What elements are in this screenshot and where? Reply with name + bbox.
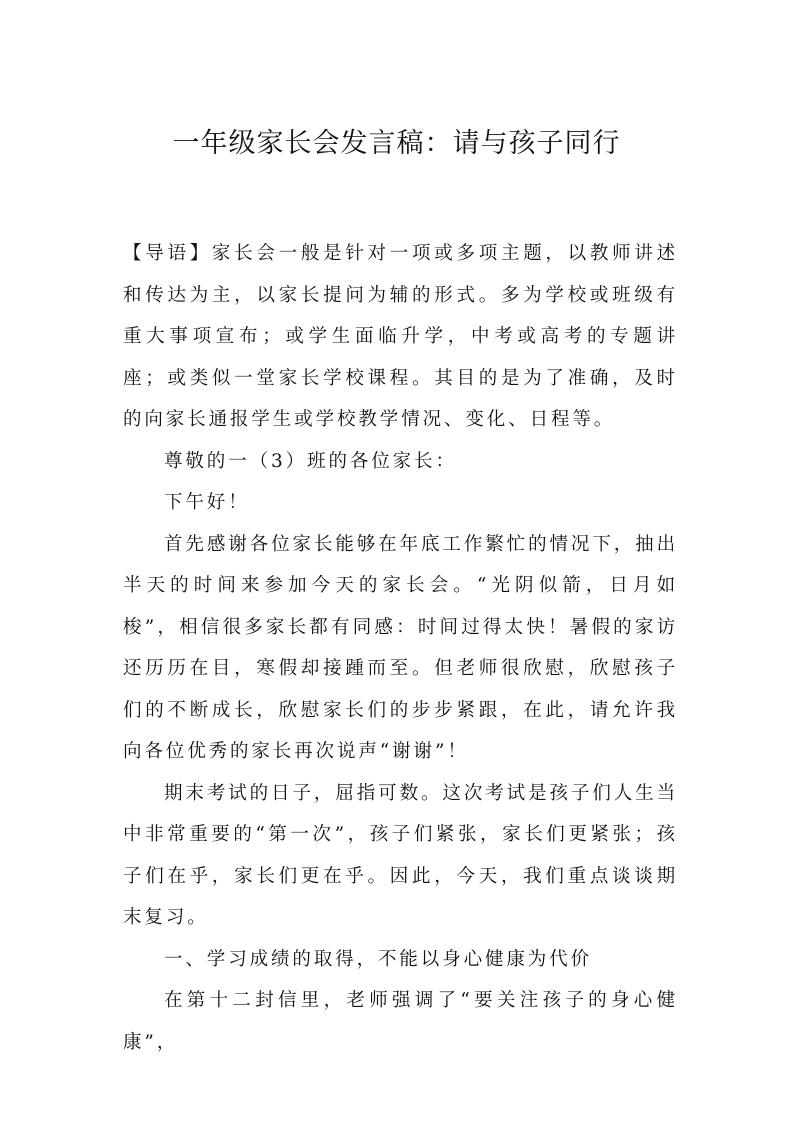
exam-paragraph: 期末考试的日子，屈指可数。这次考试是孩子们人生当中非常重要的“第一次”，孩子们紧张，家长们更紧张；孩子们在乎，家长们更在乎。因此，今天，我们重点谈谈期末复习。 (123, 782, 678, 928)
document-body (123, 233, 678, 1063)
salutation: 尊敬的一（3）班的各位家长： (164, 450, 457, 472)
intro-paragraph: 【导语】家长会一般是针对一项或多项主题，以教师讲述和传达为主，以家长提问为辅的形式。多为学校或班级有重大事项宣布；或学生面临升学，中考或高考的专题讲座；或类似一堂家长学校课程。其目的是为了准确，及时的向家长通报学生或学校教学情况、变化、日程等。 (123, 243, 678, 430)
thanks-paragraph: 首先感谢各位家长能够在年底工作繁忙的情况下，抽出半天的时间来参加今天的家长会。“光阴似箭，日月如梭”，相信很多家长都有同感：时间过得太快！暑假的家访还历历在目，寒假却接踵而至。但老师很欣慰，欣慰孩子们的不断成长，欣慰家长们的步步紧跟，在此，请允许我向各位优秀的家长再次说声“谢谢”！ (123, 533, 678, 762)
greeting: 下午好！ (164, 492, 250, 513)
section-heading: 一、学习成绩的取得，不能以身心健康为代价 (164, 948, 593, 970)
document-title: 一年级家长会发言稿：请与孩子同行 (172, 128, 621, 159)
letter-paragraph: 在第十二封信里，老师强调了“要关注孩子的身心健康”， (123, 990, 678, 1053)
